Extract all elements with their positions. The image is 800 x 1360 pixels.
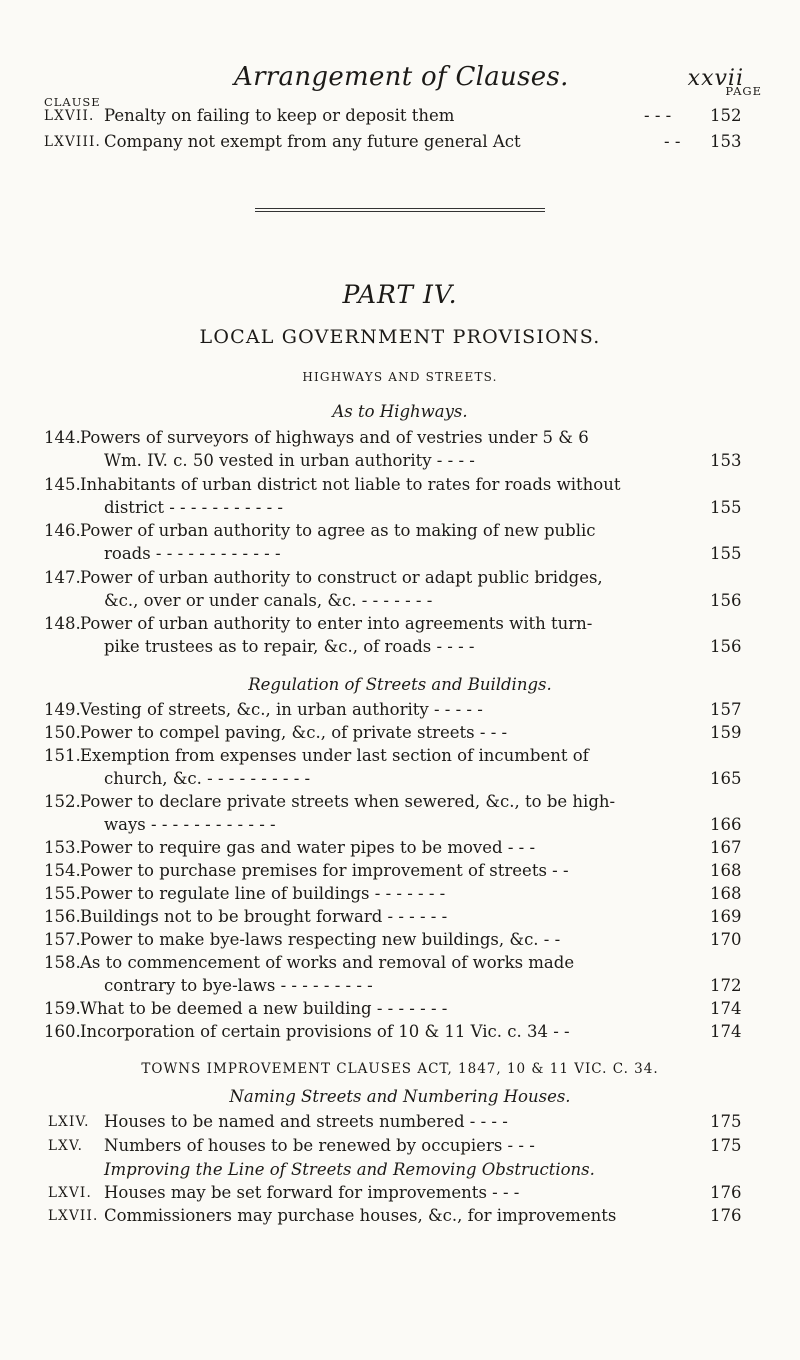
section-title: As to Highways. (332, 402, 468, 421)
clause-text: Power to declare private streets when sewered, &c., to be high- (80, 792, 616, 811)
clause-text: As to commencement of works and removal of works made (80, 953, 575, 972)
page-ref: 165 (710, 769, 742, 788)
page-ref: 176 (710, 1183, 742, 1202)
clause-number: LXVII. (44, 108, 95, 124)
clause-text: Houses may be set forward for improvements - - - (104, 1183, 520, 1202)
clause-number: 150. (44, 723, 81, 742)
clause-number: 148. (44, 614, 81, 633)
clause-text: Power to require gas and water pipes to be moved - - - (80, 838, 536, 857)
clause-number: LXIV. (48, 1114, 90, 1130)
page-number: xxvii (687, 66, 744, 91)
clause-text: Power to purchase premises for improvement of streets - - (80, 861, 569, 880)
clause-text: Power of urban authority to enter into agreements with turn- (80, 614, 593, 633)
clause-text: ways - - - - - - - - - - - - (104, 815, 276, 834)
part-heading: LOCAL GOVERNMENT PROVISIONS. (199, 326, 601, 348)
page-ref: 156 (710, 637, 742, 656)
page-ref: 170 (710, 930, 742, 949)
clause-number: 157. (44, 930, 81, 949)
clause-number: 145. (44, 475, 81, 494)
page-ref: 168 (710, 884, 742, 903)
clause-number: 147. (44, 568, 81, 587)
clause-text: Powers of surveyors of highways and of vestries under 5 & 6 (80, 428, 589, 447)
clause-text: Company not exempt from any future general Act (104, 132, 521, 151)
clause-text: Power to make bye-laws respecting new buildings, &c. - - (80, 930, 561, 949)
section-title: Regulation of Streets and Buildings. (248, 675, 552, 694)
clause-text: Inhabitants of urban district not liable to rates for roads without (80, 475, 621, 494)
clause-text: Buildings not to be brought forward - - - - - - (80, 907, 448, 926)
clause-text: Incorporation of certain provisions of 10 & 11 Vic. c. 34 - - (80, 1022, 570, 1041)
page-ref: 166 (710, 815, 742, 834)
page-ref: 152 (710, 106, 742, 125)
page-ref: 155 (710, 498, 742, 517)
clause-text: Wm. IV. c. 50 vested in urban authority - - - - (104, 451, 475, 470)
clause-text: Houses to be named and streets numbered - - - - (104, 1112, 508, 1131)
act-heading: TOWNS IMPROVEMENT CLAUSES ACT, 1847, 10 & 11 VIC. C. 34. (141, 1061, 659, 1077)
page-ref: 157 (710, 700, 742, 719)
clause-number: 159. (44, 999, 81, 1018)
clause-text: contrary to bye-laws - - - - - - - - - (104, 976, 373, 995)
clause-text: Power of urban authority to agree as to making of new public (80, 521, 596, 540)
clause-text: &c., over or under canals, &c. - - - - - - - (104, 591, 433, 610)
clause-number: LXV. (48, 1138, 84, 1154)
clause-number: 158. (44, 953, 81, 972)
page-ref: 153 (710, 451, 742, 470)
clause-text: roads - - - - - - - - - - - - (104, 544, 281, 563)
clause-number: 153. (44, 838, 81, 857)
clause-text: Vesting of streets, &c., in urban authority - - - - - (80, 700, 483, 719)
part-subheading: HIGHWAYS AND STREETS. (302, 370, 498, 384)
page-ref: 168 (710, 861, 742, 880)
clause-number: 154. (44, 861, 81, 880)
clause-text: Penalty on failing to keep or deposit them (104, 106, 455, 125)
clause-text: Exemption from expenses under last section of incumbent of (80, 746, 589, 765)
clause-number: 160. (44, 1022, 81, 1041)
divider-rule (255, 208, 545, 209)
clause-number: LXVIII. (44, 134, 102, 150)
clause-number: 146. (44, 521, 81, 540)
page-ref: 169 (710, 907, 742, 926)
clause-text: church, &c. - - - - - - - - - - (104, 769, 311, 788)
page-ref: 159 (710, 723, 742, 742)
clause-text: Power of urban authority to construct or adapt public bridges, (80, 568, 603, 587)
clause-text: Numbers of houses to be renewed by occupiers - - - (104, 1136, 535, 1155)
dot-leader: - - (664, 132, 681, 151)
clause-number: 151. (44, 746, 81, 765)
page-ref: 176 (710, 1206, 742, 1225)
page-ref: 167 (710, 838, 742, 857)
clause-number: LXVI. (48, 1185, 92, 1201)
page-ref: 153 (710, 132, 742, 151)
clause-number: LXVII. (48, 1208, 99, 1224)
group-title: Improving the Line of Streets and Removing Obstructions. (104, 1160, 595, 1179)
page-column-label: PAGE (725, 84, 762, 98)
page-ref: 156 (710, 591, 742, 610)
clause-number: 144. (44, 428, 81, 447)
divider-rule (255, 211, 545, 212)
dot-leader: - - - (644, 106, 672, 125)
part-title: PART IV. (342, 280, 458, 309)
running-title: Arrangement of Clauses. (234, 62, 569, 92)
clause-number: 152. (44, 792, 81, 811)
group-title: Naming Streets and Numbering Houses. (229, 1087, 571, 1106)
clause-text: pike trustees as to repair, &c., of roads - - - - (104, 637, 475, 656)
clause-text: Commissioners may purchase houses, &c., for improvements (104, 1206, 617, 1225)
clause-column-label: CLAUSE (44, 95, 101, 109)
page-ref: 175 (710, 1112, 742, 1131)
page-ref: 155 (710, 544, 742, 563)
clause-number: 155. (44, 884, 81, 903)
clause-text: What to be deemed a new building - - - - - - - (80, 999, 448, 1018)
page-ref: 175 (710, 1136, 742, 1155)
clause-text: Power to compel paving, &c., of private streets - - - (80, 723, 508, 742)
clause-text: district - - - - - - - - - - - (104, 498, 283, 517)
page-ref: 174 (710, 999, 742, 1018)
clause-text: Power to regulate line of buildings - - - - - - - (80, 884, 446, 903)
clause-number: 156. (44, 907, 81, 926)
page-ref: 172 (710, 976, 742, 995)
clause-number: 149. (44, 700, 81, 719)
page-ref: 174 (710, 1022, 742, 1041)
